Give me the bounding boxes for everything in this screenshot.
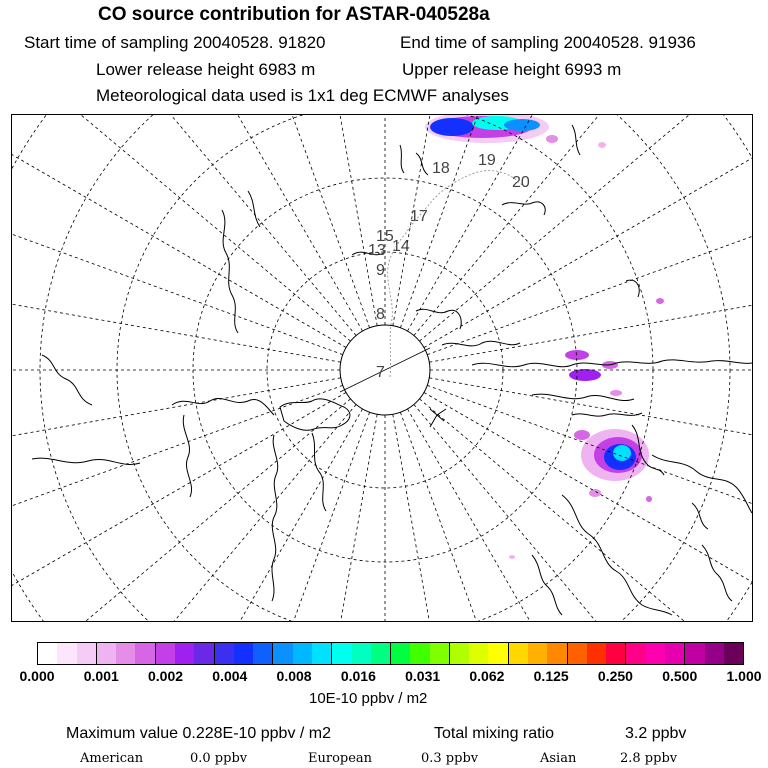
meridian-line (427, 385, 753, 622)
meridian-line (77, 412, 369, 622)
colorbar-segment (684, 643, 704, 664)
meridian-line (419, 115, 753, 341)
meridian-line (429, 214, 753, 362)
meridian-line (424, 393, 753, 623)
colorbar-segment (430, 643, 449, 664)
trajectory-label-18: 18 (432, 160, 450, 177)
colorbar-tick-label: 0.031 (405, 668, 441, 684)
concentration-plumes (425, 115, 664, 559)
colorbar-segment (646, 643, 665, 664)
colorbar-segment (57, 643, 76, 664)
colorbar-segment (293, 643, 312, 664)
colorbar-segment (705, 643, 724, 664)
colorbar-tick-label: 0.016 (340, 668, 376, 684)
colorbar-tick-label: 0.000 (19, 668, 55, 684)
meridian-line (229, 115, 377, 326)
colorbar-segment (331, 643, 351, 664)
source-asian-value: 2.8 ppbv (620, 751, 678, 766)
colorbar-segment (352, 643, 371, 664)
meridian-line (400, 412, 692, 622)
colorbar-segment (606, 643, 625, 664)
colorbar-segment (312, 643, 331, 664)
trajectory-label-7: 7 (376, 364, 385, 381)
colorbar-segment (449, 643, 469, 664)
meridian-line (12, 214, 341, 362)
trajectory-label-9: 9 (376, 262, 385, 279)
colorbar-segment (469, 643, 488, 664)
colorbar-unit: 10E-10 ppbv / m2 (309, 690, 428, 707)
colorbar-segment (272, 643, 292, 664)
colorbar-segment (175, 643, 194, 664)
colorbar-segment (96, 643, 116, 664)
meridian-line (393, 414, 541, 622)
trajectory-label-15: 15 (376, 228, 394, 245)
colorbar-segment (410, 643, 429, 664)
source-european-name: European (308, 751, 373, 766)
colorbar-segment (194, 643, 213, 664)
map-canvas (12, 115, 753, 622)
colorbar-segment (625, 643, 645, 664)
source-american-name: American (80, 751, 144, 766)
trajectory-label-17: 17 (410, 208, 428, 225)
colorbar-tick-label: 0.004 (212, 668, 248, 684)
colorbar-segment (665, 643, 684, 664)
colorbar-segment (567, 643, 587, 664)
meridian-line (12, 378, 341, 526)
colorbar-segment (135, 643, 154, 664)
meridian-line (12, 404, 356, 622)
colorbar-tick-label: 0.001 (83, 668, 119, 684)
meridian-line (12, 115, 351, 341)
colorbar-tick-label: 0.008 (276, 668, 312, 684)
colorbar-segment (508, 643, 528, 664)
plume-top (425, 115, 606, 148)
met-data-text: Meteorological data used is 1x1 deg ECMWF analyses (96, 86, 509, 105)
meridian-line (12, 385, 343, 622)
colorbar-segment (116, 643, 135, 664)
colorbar-segment (38, 643, 57, 664)
colorbar-tick-label: 0.002 (148, 668, 184, 684)
end-time-text: End time of sampling 20040528. 91936 (400, 33, 696, 52)
colorbar-ticks (0, 668, 768, 688)
colorbar-segment (488, 643, 507, 664)
colorbar-tick-label: 1.000 (726, 668, 762, 684)
colorbar-segment (214, 643, 234, 664)
colorbar-segment (371, 643, 390, 664)
meridian-line (12, 115, 343, 355)
meridian-line (424, 115, 753, 348)
meridian-line (400, 115, 692, 328)
total-mixing-value: 3.2 ppbv (625, 725, 687, 742)
start-time-text: Start time of sampling 20040528. 91820 (24, 33, 326, 52)
colorbar-tick-label: 0.500 (662, 668, 698, 684)
trajectory-label-8: 8 (376, 306, 385, 323)
meridian-line (229, 414, 377, 622)
meridian-line (12, 409, 363, 622)
colorbar-segment (253, 643, 272, 664)
meridian-line (77, 115, 369, 328)
trajectory-label-14: 14 (392, 238, 410, 255)
upper-height-text: Upper release height 6993 m (402, 60, 622, 79)
colorbar (37, 642, 744, 665)
trajectory-label-20: 20 (512, 174, 530, 191)
meridian-line (427, 115, 753, 355)
colorbar-segment (234, 643, 253, 664)
source-asian-name: Asian (540, 751, 577, 766)
trajectory-label-13: 13 (368, 242, 386, 259)
colorbar-segment (724, 643, 743, 664)
colorbar-tick-label: 0.250 (597, 668, 633, 684)
colorbar-segment (587, 643, 606, 664)
source-american-value: 0.0 ppbv (190, 751, 248, 766)
polar-map (11, 114, 753, 622)
source-european-value: 0.3 ppbv (421, 751, 479, 766)
meridian-line (12, 115, 346, 348)
colorbar-segment (528, 643, 547, 664)
meridian-line (12, 115, 363, 331)
colorbar-segment (390, 643, 410, 664)
max-value-text: Maximum value 0.228E-10 ppbv / m2 (66, 725, 332, 742)
meridian-line (12, 399, 351, 622)
trajectory-label-19: 19 (478, 152, 496, 169)
pole-line (340, 348, 430, 392)
colorbar-tick-label: 0.125 (533, 668, 569, 684)
meridian-line (414, 115, 753, 336)
total-mixing-label: Total mixing ratio (434, 725, 555, 742)
colorbar-segment (547, 643, 566, 664)
colorbar-segment (77, 643, 96, 664)
lower-height-text: Lower release height 6983 m (96, 60, 316, 79)
plume-east (509, 298, 664, 559)
colorbar-tick-label: 0.062 (469, 668, 505, 684)
colorbar-segment (155, 643, 175, 664)
map-title: CO source contribution for ASTAR-040528a (98, 4, 490, 25)
